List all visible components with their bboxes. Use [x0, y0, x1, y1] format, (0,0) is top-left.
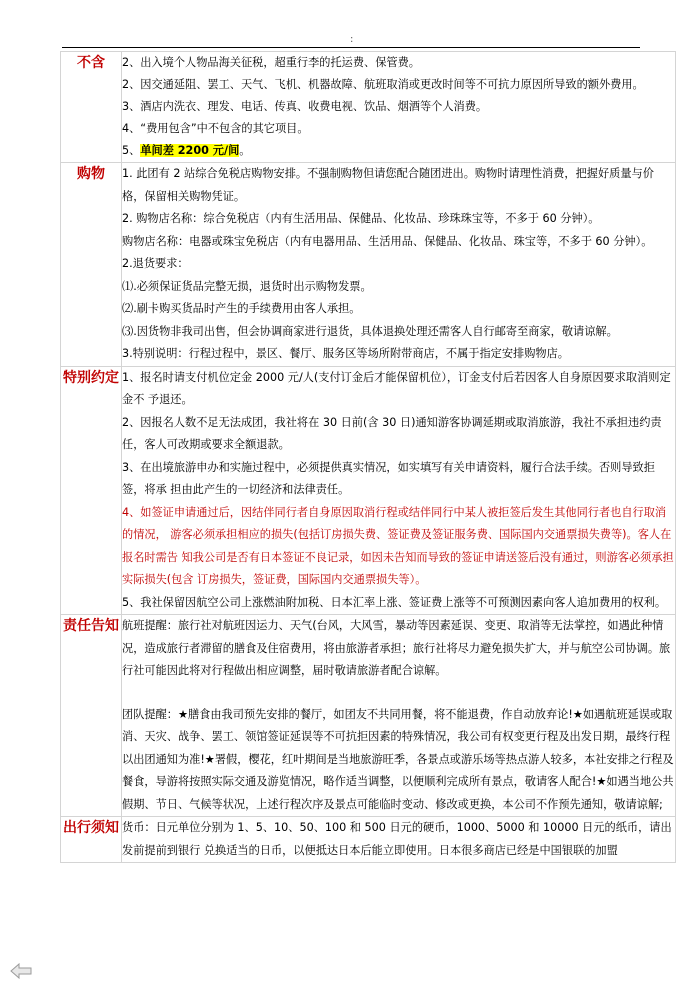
- shopping-line-8: 3.特别说明：行程过程中，景区、餐厅、服务区等场所附带商店，不属于指定安排购物店。: [122, 347, 569, 360]
- currency-notice: 货币：日元单位分别为 1、5、10、50、100 和 500 日元的硬币，1000、5000 和 10000 日元的纸币，请出发前提前到银行 兑换适当的日币，以便抵达日本后能立即使用。日本很多商店已经是中国银联的加盟: [122, 821, 672, 857]
- exclude-item-5: [122, 140, 675, 162]
- exclude-item-2: 2、因交通延阻、罢工、天气、飞机、机器故障、航班取消或更改时间等不可抗力原因所导致的额外费用。: [122, 78, 644, 91]
- row-travel: [61, 817, 676, 863]
- exclude-item-1: 2、出入境个人物品海关征税，超重行李的托运费、保管费。: [122, 56, 420, 69]
- paragraph-gap: [122, 683, 675, 704]
- content-shopping: [122, 163, 676, 367]
- label-exclude: 不含: [61, 52, 122, 163]
- content-travel: [122, 817, 676, 863]
- row-exclude: [61, 52, 676, 163]
- label-responsibility: 责任告知: [61, 615, 122, 817]
- special-item-1: 1、报名时请支付机位定金 2000 元/人(支付订金后才能保留机位），订金支付后若因客人自身原因要求取消则定金不 予退还。: [122, 370, 671, 406]
- flight-notice: 航班提醒：旅行社对航班因运力、天气(台风，大风雪，暴动等因素延误、变更、取消等无法掌控，如遇此种情况，造成旅行者滞留的膳食及住宿费用，将由旅游者承担；旅行社将尽力避免损失扩大，并与航空公司协调。旅行社可能因此将对行程做出相应调整，届时敬请旅游者配合谅解。: [122, 619, 671, 677]
- shopping-line-2: 2. 购物店名称：综合免税店（内有生活用品、保健品、化妆品、珍珠珠宝等，不多于 60 分钟）。: [122, 212, 600, 225]
- label-shopping: 购物: [61, 163, 122, 367]
- team-notice: 团队提醒：★膳食由我司预先安排的餐厅，如团友不共同用餐，将不能退费，作自动放弃论!★如遇航班延误或取消、天灾、战争、罢工、领馆签证延误等不可抗拒因素的特殊情况，我公司有权变更行程及出发日期，最终行程以出团通知为准!★署假，樱花，红叶期间是当地旅游旺季，各景点或游乐场等热点游人较多，本社安排之行程及餐食，导游将按照实际交通及游览情况，略作适当调整，以便顺利完成所有景点，敬请客人配合!★如遇当地公共假期、节日、气候等状况，上述行程次序及景点可能临时变动、修改或更换，本公司不作预先通知，敬请谅解;: [122, 707, 674, 811]
- exclude-item-5-suffix: 。: [239, 144, 251, 157]
- shopping-line-1: 1. 此团有 2 站综合免税店购物安排。不强制购物但请您配合随团进出。购物时请理性消费，把握好质量与价格，保留相关购物凭证。: [122, 167, 654, 203]
- shopping-line-4: 2.退货要求：: [122, 257, 189, 270]
- header-colon: :: [350, 34, 354, 45]
- row-shopping: [61, 163, 676, 367]
- row-special: [61, 366, 676, 615]
- content-responsibility: [122, 615, 676, 817]
- exclude-item-4: 4、“费用包含”中不包含的其它项目。: [122, 122, 309, 135]
- special-item-4: 4、如签证申请通过后，因结伴同行者自身原因取消行程或结伴同行中某人被拒签后发生其他同行者也自行取消的情况， 游客必须承担相应的损失(包括订房损失费、签证费及签证服务费、国际国内交通票损失费等)。客人在报名时需告 知我公司是否有日本签证不良记录，如因未告知而导致的签证申请送签后没有通过，则游客必须承担实际损失(包含 订房损失，签证费，国际国内交通票损失等）。: [122, 505, 674, 586]
- shopping-line-6: ⑵.刷卡购买货品时产生的手续费用由客人承担。: [122, 302, 361, 315]
- exclude-item-3: 3、酒店内洗衣、理发、电话、传真、收费电视、饮品、烟酒等个人消费。: [122, 100, 488, 113]
- header-rule: [62, 47, 640, 48]
- label-travel: 出行须知: [61, 817, 122, 863]
- shopping-line-5: ⑴.必须保证货品完整无损，退货时出示购物发票。: [122, 279, 372, 293]
- shopping-line-7: ⑶.因货物非我司出售，但会协调商家进行退货，具体退换处理还需客人自行邮寄至商家，敬请谅解。: [122, 324, 618, 338]
- special-item-3: 3、在出境旅游申办和实施过程中，必须提供真实情况，如实填写有关申请资料，履行合法手续。否则导致拒签，将承 担由此产生的一切经济和法律责任。: [122, 460, 655, 496]
- content-special: [122, 366, 676, 615]
- special-item-5: 5、我社保留因航空公司上涨燃油附加税、日本汇率上涨、签证费上涨等不可预测因素向客人追加费用的权利。: [122, 595, 667, 609]
- exclude-item-5-prefix: 5、: [122, 144, 141, 157]
- left-arrow-icon[interactable]: [10, 963, 32, 979]
- itinerary-terms-table: [60, 51, 676, 863]
- content-exclude: [122, 52, 676, 163]
- row-responsibility: [61, 615, 676, 817]
- label-special: 特别约定: [61, 366, 122, 615]
- shopping-line-3: 购物店名称：电器或珠宝免税店（内有电器用品、生活用品、保健品、化妆品、珠宝等，不多于 60 分钟）。: [122, 234, 653, 248]
- single-room-supplement: 单间差 2200 元/间: [140, 144, 240, 157]
- special-item-2: 2、因报名人数不足无法成团，我社将在 30 日前(含 30 日)通知游客协调延期或取消旅游，我社不承担违约责任，客人可改期或要求全额退款。: [122, 415, 662, 451]
